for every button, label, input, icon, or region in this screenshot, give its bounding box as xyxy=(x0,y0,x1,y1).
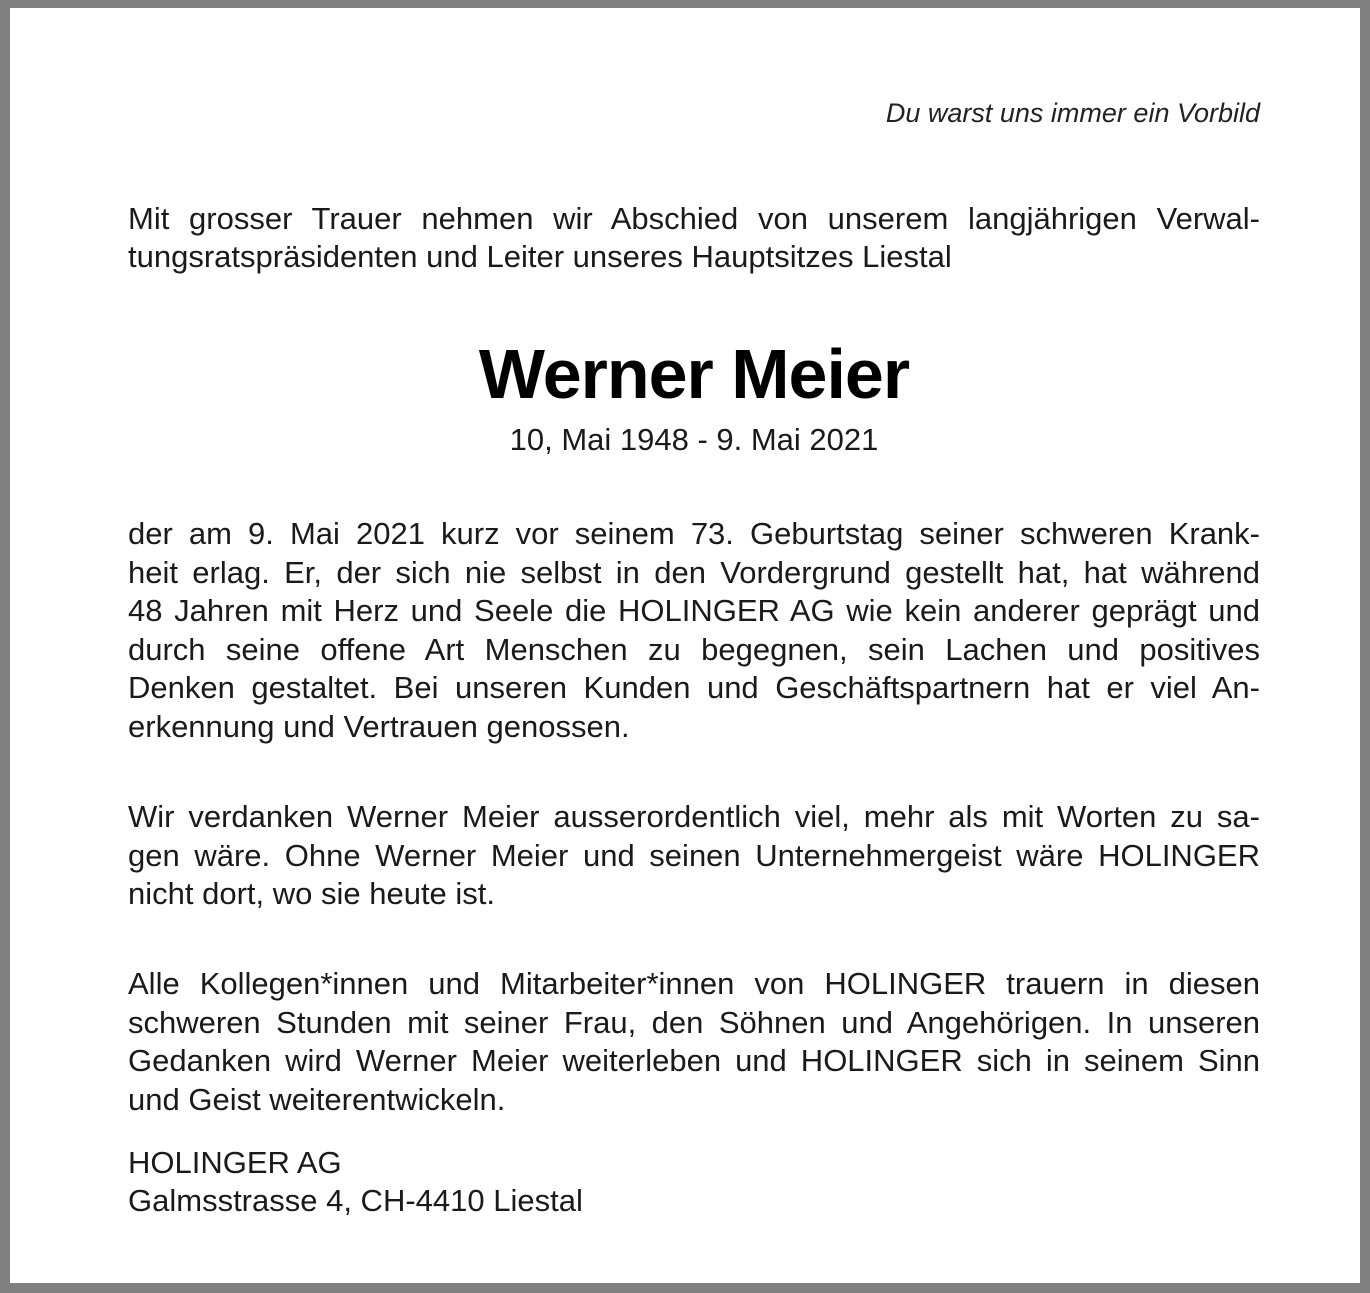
text-line: Alle Kollegen*innen und Mitarbeiter*innen von HOLINGER trauern in diesen xyxy=(128,966,1260,1001)
company-name: HOLINGER AG xyxy=(128,1145,342,1180)
text-line: und Geist weiterentwickeln. xyxy=(128,1081,506,1117)
text-line: Wir verdanken Werner Meier ausserordentlich viel, mehr als mit Worten zu sa- xyxy=(128,799,1260,834)
motto-text: Du warst uns immer ein Vorbild xyxy=(885,98,1260,128)
life-dates: 10, Mai 1948 - 9. Mai 2021 xyxy=(509,422,879,457)
text-line: durch seine offene Art Menschen zu begegnen, sein Lachen und positives xyxy=(128,631,1260,667)
text-line: 48 Jahren mit Herz und Seele die HOLINGER AG wie kein anderer geprägt und xyxy=(128,593,1260,628)
signature-block xyxy=(128,1144,583,1220)
paragraph-2 xyxy=(128,798,1260,914)
intro-line: Mit grosser Trauer nehmen wir Abschied von unserem langjährigen Verwal- xyxy=(128,201,1260,236)
text-line: der am 9. Mai 2021 kurz vor seinem 73. Geburtstag seiner schweren Krank- xyxy=(128,516,1260,551)
text-line: nicht dort, wo sie heute ist. xyxy=(128,876,496,911)
text-line: gen wäre. Ohne Werner Meier und seinen Unternehmergeist wäre HOLINGER xyxy=(128,837,1260,873)
paragraph-1 xyxy=(128,515,1260,746)
text-line: erkennung und Vertrauen genossen. xyxy=(128,708,630,744)
intro-line: tungsratspräsidenten und Leiter unseres Hauptsitzes Liestal xyxy=(128,239,952,274)
text-line: Denken gestaltet. Bei unseren Kunden und Geschäftspartnern hat er viel An- xyxy=(128,670,1260,705)
deceased-name: Werner Meier xyxy=(478,335,910,413)
text-line: schweren Stunden mit seiner Frau, den Söhnen und Angehörigen. In unseren xyxy=(128,1004,1260,1040)
paragraph-3 xyxy=(128,965,1260,1119)
company-address: Galmsstrasse 4, CH-4410 Liestal xyxy=(128,1183,583,1218)
intro-paragraph xyxy=(128,200,1260,276)
text-line: heit erlag. Er, der sich nie selbst in den Vordergrund gestellt hat, hat während xyxy=(128,554,1260,590)
text-line: Gedanken wird Werner Meier weiterleben und HOLINGER sich in seinem Sinn xyxy=(128,1043,1260,1078)
